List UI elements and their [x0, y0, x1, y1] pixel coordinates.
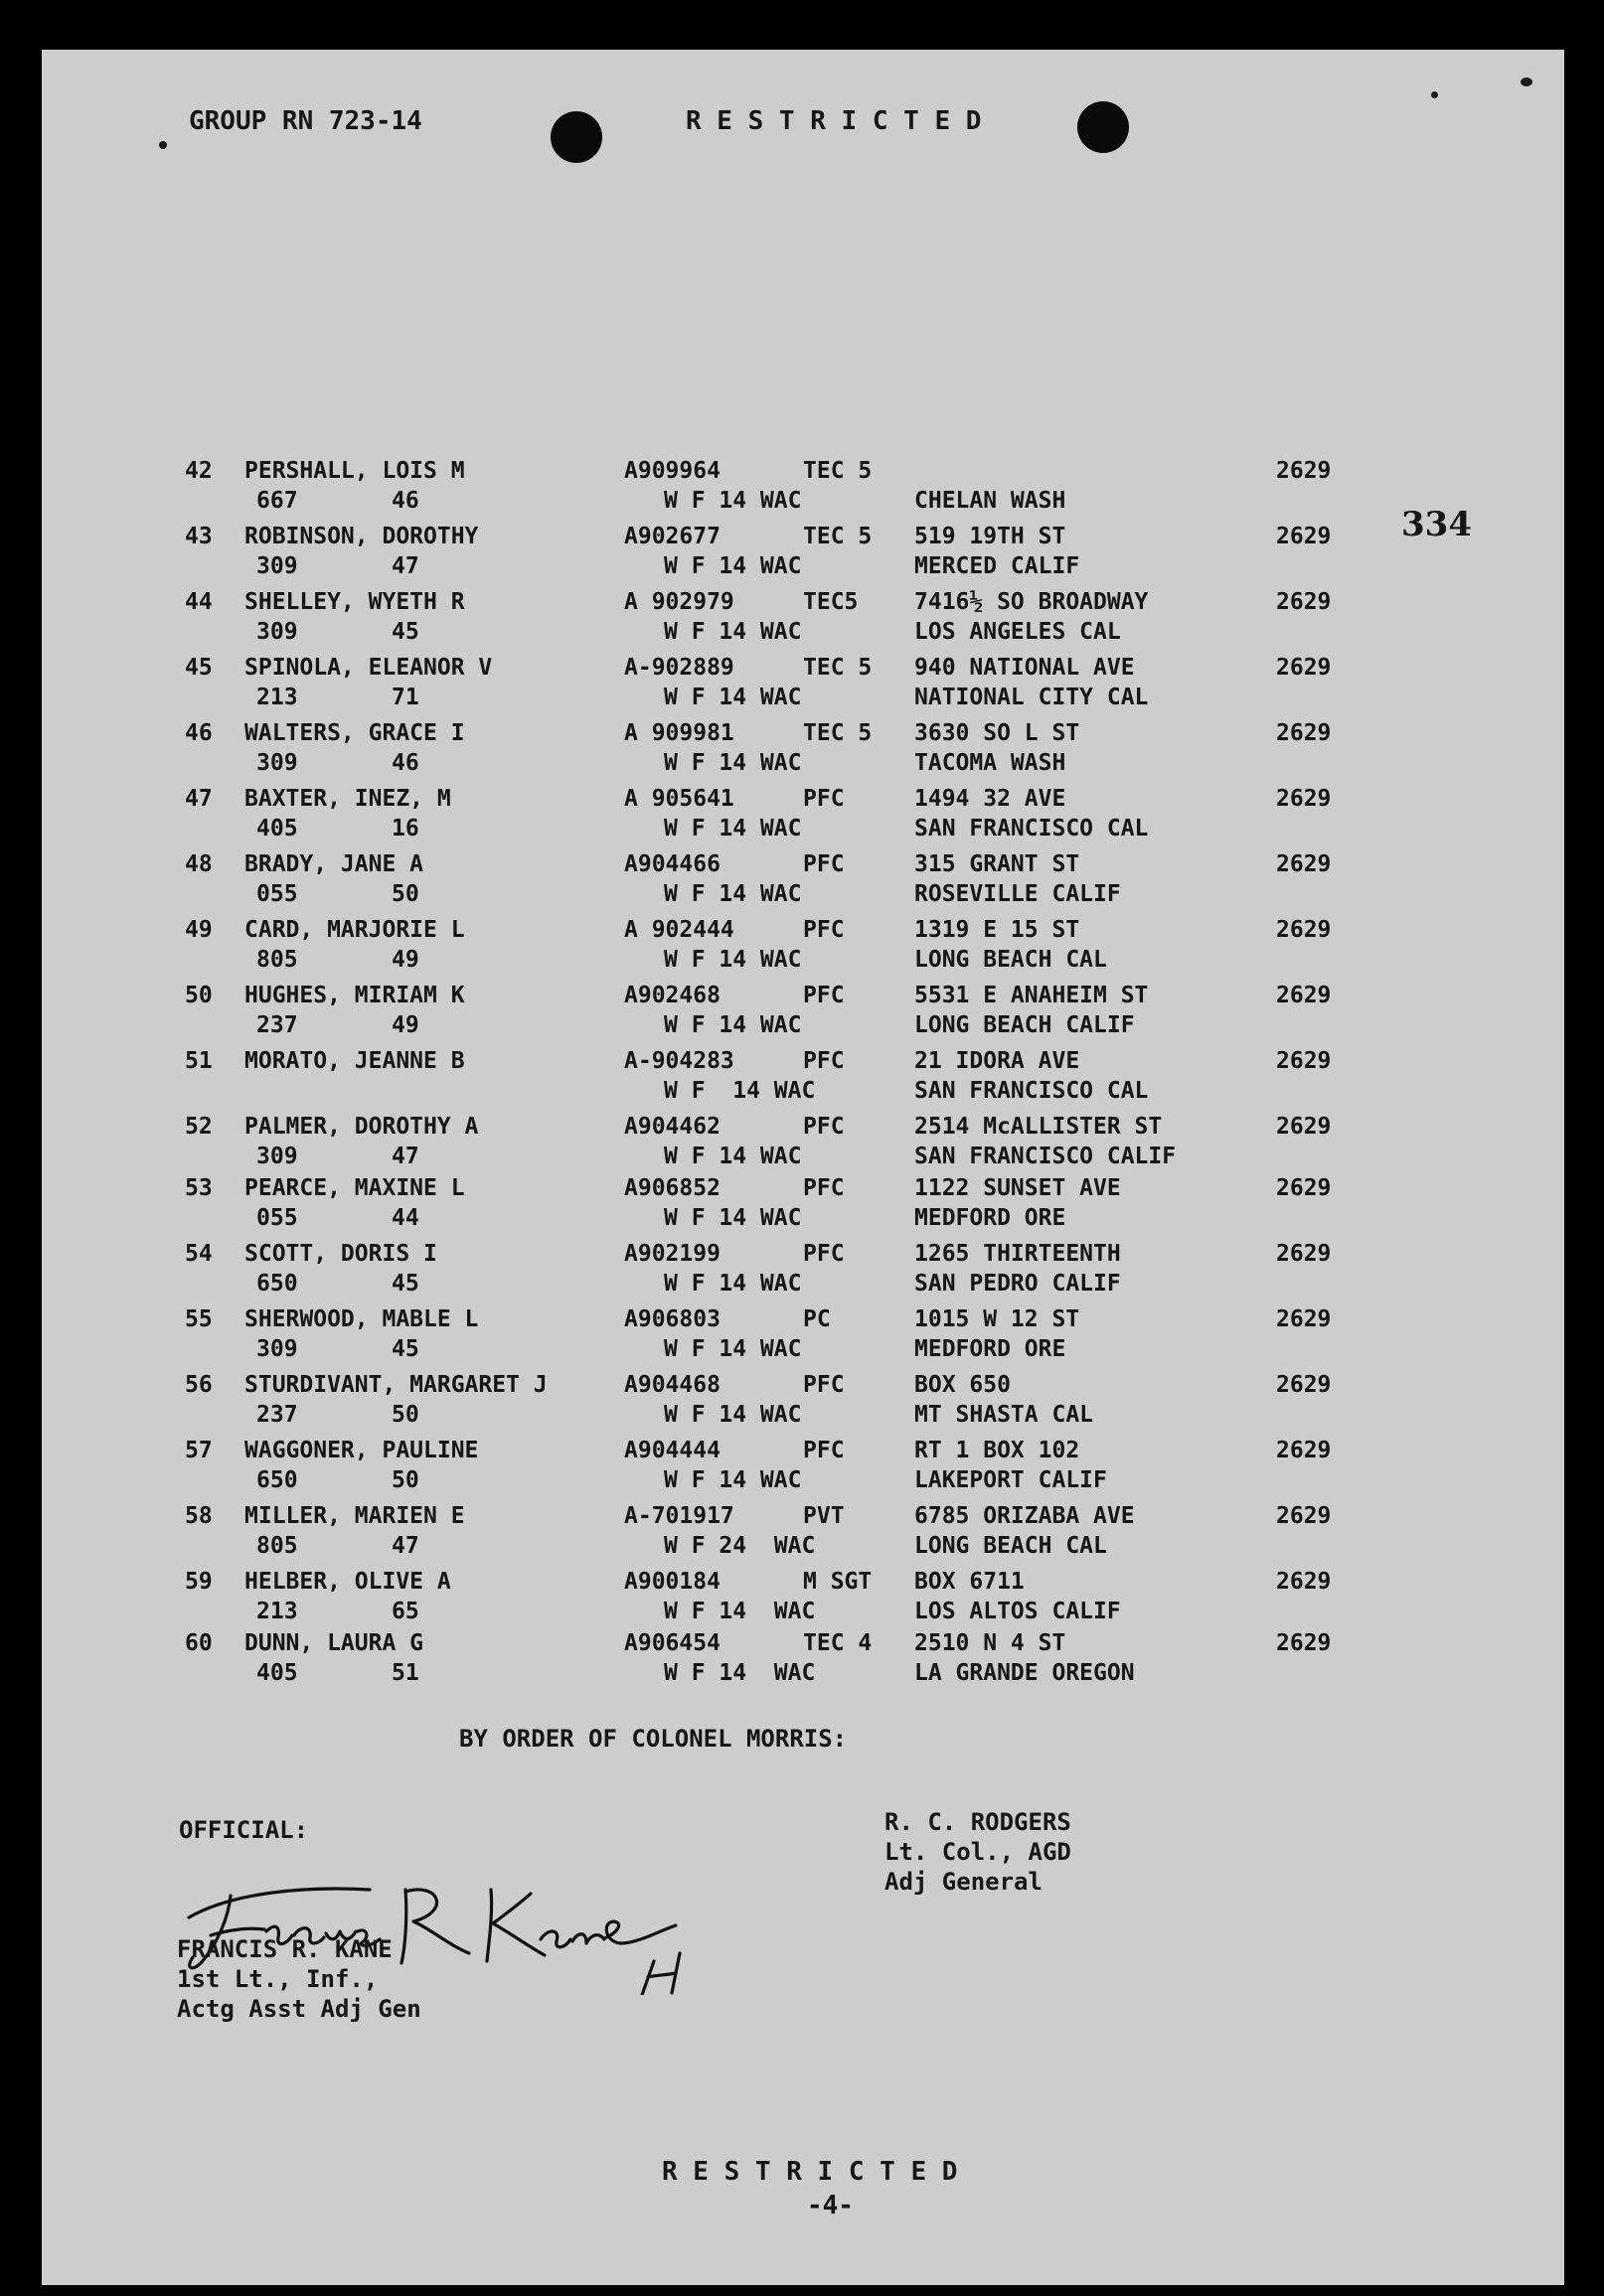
record-num: 58	[185, 1503, 213, 1529]
record-rank: PVT	[803, 1503, 845, 1529]
record-name: MORATO, JEANNE B	[244, 1048, 465, 1074]
punch-hole-left	[551, 111, 602, 163]
record-name: WAGGONER, PAULINE	[244, 1438, 479, 1463]
record-name: PERSHALL, LOIS M	[244, 458, 465, 484]
ink-speck	[1431, 91, 1438, 98]
record-code-1: 309	[256, 750, 298, 776]
record-name: WALTERS, GRACE I	[244, 720, 465, 746]
record-name: STURDIVANT, MARGARET J	[244, 1372, 548, 1398]
record-mos: 2629	[1276, 1306, 1332, 1332]
record-addr-2: ROSEVILLE CALIF	[914, 881, 1121, 907]
record-mos: 2629	[1276, 1114, 1332, 1140]
record-code-1: 309	[256, 1144, 298, 1169]
record-wfw: W F 14 WAC	[664, 1205, 802, 1231]
record-name: HUGHES, MIRIAM K	[244, 983, 465, 1008]
record-num: 47	[185, 786, 213, 812]
record-wfw: W F 14 WAC	[664, 947, 802, 973]
record-rank: TEC 5	[803, 655, 873, 681]
record-code-1: 237	[256, 1402, 298, 1428]
record-code-1: 667	[256, 488, 298, 514]
record-code-2: 16	[392, 816, 419, 842]
record-code-2: 45	[392, 619, 419, 645]
order-line: BY ORDER OF COLONEL MORRIS:	[459, 1725, 848, 1753]
record-mos: 2629	[1276, 851, 1332, 877]
record-code-1: 309	[256, 1336, 298, 1362]
record-name: BRADY, JANE A	[244, 851, 424, 877]
record-code-2: 49	[392, 947, 419, 973]
record-code-2: 51	[392, 1660, 419, 1686]
record-rank: PFC	[803, 983, 845, 1008]
record-serial: A 902444	[624, 917, 734, 943]
record-name: DUNN, LAURA G	[244, 1630, 424, 1656]
record-serial: A-701917	[624, 1503, 734, 1529]
record-addr-1: 6785 ORIZABA AVE	[914, 1503, 1135, 1529]
record-addr-1: BOX 650	[914, 1372, 1011, 1398]
record-name: SHERWOOD, MABLE L	[244, 1306, 479, 1332]
record-addr-2: NATIONAL CITY CAL	[914, 685, 1149, 710]
record-num: 48	[185, 851, 213, 877]
record-addr-2: MERCED CALIF	[914, 553, 1080, 579]
record-code-2: 47	[392, 553, 419, 579]
record-rank: PFC	[803, 1372, 845, 1398]
record-code-2: 50	[392, 881, 419, 907]
record-addr-1: 519 19TH ST	[914, 524, 1066, 549]
record-num: 46	[185, 720, 213, 746]
record-code-1: 055	[256, 1205, 298, 1231]
record-serial: A906454	[624, 1630, 721, 1656]
record-wfw: W F 14 WAC	[664, 1660, 816, 1686]
record-wfw: W F 14 WAC	[664, 685, 802, 710]
record-wfw: W F 14 WAC	[664, 1271, 802, 1297]
signature-text	[42, 50, 43, 51]
record-addr-2: LONG BEACH CALIF	[914, 1012, 1135, 1038]
record-rank: TEC5	[803, 589, 859, 615]
record-code-2: 47	[392, 1533, 419, 1559]
record-rank: TEC 5	[803, 458, 873, 484]
record-code-2: 47	[392, 1144, 419, 1169]
record-rank: M SGT	[803, 1569, 873, 1595]
record-code-2: 50	[392, 1402, 419, 1428]
record-num: 59	[185, 1569, 213, 1595]
record-serial: A904462	[624, 1114, 721, 1140]
record-code-1: 405	[256, 1660, 298, 1686]
record-wfw: W F 14 WAC	[664, 750, 802, 776]
record-rank: PFC	[803, 851, 845, 877]
record-wfw: W F 14 WAC	[664, 1599, 816, 1624]
record-addr-1: 5531 E ANAHEIM ST	[914, 983, 1149, 1008]
record-mos: 2629	[1276, 458, 1332, 484]
record-rank: PFC	[803, 786, 845, 812]
record-serial: A904468	[624, 1372, 721, 1398]
signer-rank: Lt. Col., AGD	[884, 1838, 1071, 1866]
record-wfw: W F 14 WAC	[664, 1402, 802, 1428]
record-addr-1: 1265 THIRTEENTH	[914, 1241, 1121, 1267]
record-num: 54	[185, 1241, 213, 1267]
record-rank: PFC	[803, 1114, 845, 1140]
record-addr-2: LA GRANDE OREGON	[914, 1660, 1135, 1686]
record-name: PALMER, DOROTHY A	[244, 1114, 479, 1140]
record-rank: PFC	[803, 1175, 845, 1201]
official-rank: 1st Lt., Inf.,	[177, 1965, 379, 1993]
record-rank: PC	[803, 1306, 831, 1332]
record-addr-2: SAN FRANCISCO CAL	[914, 1078, 1149, 1104]
record-serial: A902199	[624, 1241, 721, 1267]
record-addr-2: TACOMA WASH	[914, 750, 1066, 776]
record-addr-1: BOX 6711	[914, 1569, 1025, 1595]
record-addr-2: SAN PEDRO CALIF	[914, 1271, 1121, 1297]
record-rank: TEC 5	[803, 524, 873, 549]
record-code-2: 45	[392, 1271, 419, 1297]
record-wfw: W F 14 WAC	[664, 1467, 802, 1493]
record-addr-2: LOS ANGELES CAL	[914, 619, 1121, 645]
record-wfw: W F 14 WAC	[664, 1012, 802, 1038]
record-addr-1: 2510 N 4 ST	[914, 1630, 1066, 1656]
record-name: BAXTER, INEZ, M	[244, 786, 451, 812]
record-code-1: 405	[256, 816, 298, 842]
record-name: HELBER, OLIVE A	[244, 1569, 451, 1595]
record-mos: 2629	[1276, 589, 1332, 615]
signer-title: Adj General	[884, 1868, 1043, 1896]
record-wfw: W F 14 WAC	[664, 1078, 816, 1104]
record-addr-1: 2514 McALLISTER ST	[914, 1114, 1163, 1140]
official-name: FRANCIS R. KANE	[177, 1935, 393, 1963]
signer-name: R. C. RODGERS	[884, 1808, 1071, 1836]
record-serial: A904466	[624, 851, 721, 877]
record-name: SHELLEY, WYETH R	[244, 589, 465, 615]
record-name: SCOTT, DORIS I	[244, 1241, 437, 1267]
record-addr-1: 1494 32 AVE	[914, 786, 1066, 812]
record-mos: 2629	[1276, 1569, 1332, 1595]
record-wfw: W F 14 WAC	[664, 816, 802, 842]
record-addr-2: MEDFORD ORE	[914, 1336, 1066, 1362]
record-addr-2: LONG BEACH CAL	[914, 1533, 1107, 1559]
record-name: PEARCE, MAXINE L	[244, 1175, 465, 1201]
record-mos: 2629	[1276, 1048, 1332, 1074]
record-num: 52	[185, 1114, 213, 1140]
record-addr-1: 21 IDORA AVE	[914, 1048, 1080, 1074]
record-num: 45	[185, 655, 213, 681]
record-mos: 2629	[1276, 786, 1332, 812]
record-code-1: 055	[256, 881, 298, 907]
record-code-2: 45	[392, 1336, 419, 1362]
record-addr-1: 315 GRANT ST	[914, 851, 1080, 877]
record-serial: A 909981	[624, 720, 734, 746]
record-num: 42	[185, 458, 213, 484]
record-num: 57	[185, 1438, 213, 1463]
ink-speck	[1521, 77, 1532, 86]
record-addr-1: 7416½ SO BROADWAY	[914, 589, 1149, 615]
record-addr-1: 3630 SO L ST	[914, 720, 1080, 746]
punch-hole-right	[1077, 101, 1129, 153]
record-addr-1: 1319 E 15 ST	[914, 917, 1080, 943]
record-mos: 2629	[1276, 917, 1332, 943]
footer-page-number: -4-	[807, 2191, 854, 2220]
official-title: Actg Asst Adj Gen	[177, 1995, 421, 2023]
record-addr-2: LOS ALTOS CALIF	[914, 1599, 1121, 1624]
record-code-2: 65	[392, 1599, 419, 1624]
record-rank: PFC	[803, 1241, 845, 1267]
restricted-header: R E S T R I C T E D	[686, 106, 982, 136]
record-serial: A-902889	[624, 655, 734, 681]
record-name: ROBINSON, DOROTHY	[244, 524, 479, 549]
record-wfw: W F 14 WAC	[664, 1144, 802, 1169]
record-code-2: 44	[392, 1205, 419, 1231]
group-number: GROUP RN 723-14	[189, 106, 422, 136]
record-num: 44	[185, 589, 213, 615]
record-mos: 2629	[1276, 1175, 1332, 1201]
record-addr-2: MEDFORD ORE	[914, 1205, 1066, 1231]
record-num: 49	[185, 917, 213, 943]
record-num: 53	[185, 1175, 213, 1201]
ink-speck	[159, 141, 167, 149]
restricted-footer: R E S T R I C T E D	[662, 2157, 958, 2187]
record-addr-1: 1015 W 12 ST	[914, 1306, 1080, 1332]
record-addr-2: LONG BEACH CAL	[914, 947, 1107, 973]
record-num: 50	[185, 983, 213, 1008]
record-code-1: 650	[256, 1271, 298, 1297]
record-serial: A900184	[624, 1569, 721, 1595]
record-rank: TEC 4	[803, 1630, 873, 1656]
record-code-2: 71	[392, 685, 419, 710]
record-serial: A 902979	[624, 589, 734, 615]
record-code-2: 49	[392, 1012, 419, 1038]
record-rank: PFC	[803, 1048, 845, 1074]
record-addr-2: LAKEPORT CALIF	[914, 1467, 1107, 1493]
record-name: MILLER, MARIEN E	[244, 1503, 465, 1529]
record-num: 51	[185, 1048, 213, 1074]
record-wfw: W F 14 WAC	[664, 619, 802, 645]
record-addr-2: MT SHASTA CAL	[914, 1402, 1094, 1428]
record-code-1: 650	[256, 1467, 298, 1493]
record-mos: 2629	[1276, 720, 1332, 746]
record-name: SPINOLA, ELEANOR V	[244, 655, 493, 681]
record-serial: A 905641	[624, 786, 734, 812]
record-name: CARD, MARJORIE L	[244, 917, 465, 943]
record-serial: A904444	[624, 1438, 721, 1463]
record-wfw: W F 24 WAC	[664, 1533, 816, 1559]
record-serial: A906852	[624, 1175, 721, 1201]
record-mos: 2629	[1276, 524, 1332, 549]
record-wfw: W F 14 WAC	[664, 1336, 802, 1362]
record-code-1: 805	[256, 947, 298, 973]
record-code-1: 213	[256, 1599, 298, 1624]
document-page	[42, 50, 1564, 2285]
record-mos: 2629	[1276, 655, 1332, 681]
record-addr-2: SAN FRANCISCO CALIF	[914, 1144, 1177, 1169]
record-addr-1: 940 NATIONAL AVE	[914, 655, 1135, 681]
record-mos: 2629	[1276, 1630, 1332, 1656]
official-label: OFFICIAL:	[179, 1816, 309, 1844]
record-code-2: 50	[392, 1467, 419, 1493]
record-rank: TEC 5	[803, 720, 873, 746]
record-mos: 2629	[1276, 1503, 1332, 1529]
record-code-1: 309	[256, 553, 298, 579]
record-mos: 2629	[1276, 983, 1332, 1008]
record-addr-2: CHELAN WASH	[914, 488, 1066, 514]
record-wfw: W F 14 WAC	[664, 881, 802, 907]
record-wfw: W F 14 WAC	[664, 553, 802, 579]
record-rank: PFC	[803, 917, 845, 943]
record-serial: A902468	[624, 983, 721, 1008]
record-serial: A906803	[624, 1306, 721, 1332]
record-num: 60	[185, 1630, 213, 1656]
record-addr-1: 1122 SUNSET AVE	[914, 1175, 1121, 1201]
record-num: 55	[185, 1306, 213, 1332]
record-addr-2: SAN FRANCISCO CAL	[914, 816, 1149, 842]
record-rank: PFC	[803, 1438, 845, 1463]
record-addr-1: RT 1 BOX 102	[914, 1438, 1080, 1463]
record-mos: 2629	[1276, 1372, 1332, 1398]
record-code-1: 213	[256, 685, 298, 710]
record-serial: A902677	[624, 524, 721, 549]
record-code-2: 46	[392, 750, 419, 776]
record-code-1: 237	[256, 1012, 298, 1038]
record-wfw: W F 14 WAC	[664, 488, 802, 514]
record-code-1: 309	[256, 619, 298, 645]
record-mos: 2629	[1276, 1438, 1332, 1463]
record-serial: A-904283	[624, 1048, 734, 1074]
record-num: 56	[185, 1372, 213, 1398]
record-mos: 2629	[1276, 1241, 1332, 1267]
record-code-2: 46	[392, 488, 419, 514]
page-number: 334	[1401, 505, 1472, 544]
record-serial: A909964	[624, 458, 721, 484]
record-code-1: 805	[256, 1533, 298, 1559]
record-num: 43	[185, 524, 213, 549]
